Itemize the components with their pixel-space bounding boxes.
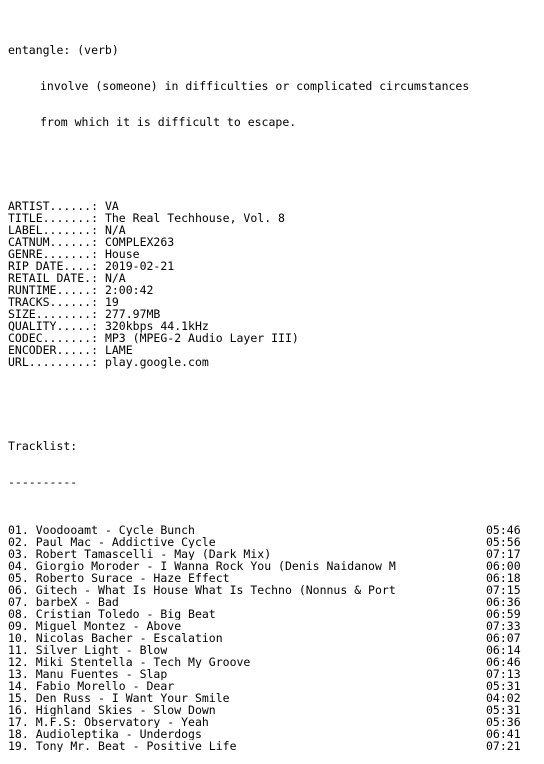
track-title: Voodooamt - Cycle Bunch [35, 524, 195, 536]
track-time: 07:21 [486, 739, 521, 753]
track-number: 17. [8, 715, 29, 729]
track-title: Miki Stentella - Tech My Groove [35, 656, 251, 668]
tracklist-heading: Tracklist: [8, 439, 78, 453]
track-time: 07:15 [486, 583, 521, 597]
info-value: House [104, 247, 140, 261]
track-title: Giorgio Moroder - I Wanna Rock You (Denis Naidanow M [35, 560, 396, 572]
track-row [8, 740, 538, 752]
track-title: barbeX - Bad [35, 596, 119, 608]
track-title: Miguel Montez - Above [35, 620, 182, 632]
track-number: 15. [8, 691, 29, 705]
track-title: Gitech - What Is House What Is Techno (Nonnus & Port [35, 584, 396, 596]
track-row [8, 620, 538, 632]
info-key: TRACKS......: [8, 295, 99, 309]
track-number: 05. [8, 571, 29, 585]
track-time: 06:18 [486, 571, 521, 585]
info-value: 2:00:42 [104, 283, 154, 297]
info-value: The Real Techhouse, Vol. 8 [104, 211, 285, 225]
track-row [8, 560, 538, 572]
track-number: 18. [8, 727, 29, 741]
info-value: VA [104, 199, 119, 213]
info-key: LABEL.......: [8, 223, 99, 237]
track-time: 07:17 [486, 547, 521, 561]
track-row [8, 608, 538, 620]
info-key: GENRE.......: [8, 247, 99, 261]
info-key: RETAIL DATE.: [8, 271, 99, 285]
definition-term: entangle: (verb) [8, 43, 119, 57]
track-row [8, 656, 538, 668]
info-value: play.google.com [104, 355, 209, 369]
track-time: 05:36 [486, 715, 521, 729]
spacer [8, 152, 538, 164]
info-key: SIZE........: [8, 307, 99, 321]
track-row [8, 644, 538, 656]
definition-line-2: from which it is difficult to escape. [40, 115, 297, 129]
track-row [8, 668, 538, 680]
track-time: 06:07 [486, 631, 521, 645]
tracklist [8, 524, 538, 752]
definition-line-1: involve (someone) in difficulties or complicated circumstances [40, 79, 470, 93]
track-row [8, 716, 538, 728]
track-row [8, 584, 538, 596]
track-time: 06:14 [486, 643, 521, 657]
info-value: LAME [104, 343, 133, 357]
track-time: 06:46 [486, 655, 521, 669]
track-row [8, 536, 538, 548]
track-time: 07:33 [486, 619, 521, 633]
info-key: ENCODER.....: [8, 343, 99, 357]
info-key: ARTIST......: [8, 199, 99, 213]
track-title: Roberto Surace - Haze Effect [35, 572, 230, 584]
track-number: 19. [8, 739, 29, 753]
track-time: 05:31 [486, 679, 521, 693]
track-number: 09. [8, 619, 29, 633]
track-title: Cristian Toledo - Big Beat [35, 608, 216, 620]
track-time: 06:59 [486, 607, 521, 621]
track-row [8, 704, 538, 716]
track-number: 16. [8, 703, 29, 717]
info-value: N/A [104, 271, 126, 285]
track-title: Manu Fuentes - Slap [35, 668, 168, 680]
info-key: QUALITY.....: [8, 319, 99, 333]
track-row [8, 572, 538, 584]
track-number: 14. [8, 679, 29, 693]
track-title: M.F.S: Observatory - Yeah [35, 716, 209, 728]
info-value: 19 [104, 295, 119, 309]
track-title: Highland Skies - Slow Down [35, 704, 216, 716]
info-value: MP3 (MPEG-2 Audio Layer III) [104, 331, 299, 345]
track-title: Paul Mac - Addictive Cycle [35, 536, 216, 548]
info-row [8, 356, 538, 368]
tracklist-underline: ---------- [8, 475, 78, 489]
track-title: Silver Light - Blow [35, 644, 168, 656]
track-number: 01. [8, 523, 29, 537]
track-row [8, 692, 538, 704]
track-title: Fabio Morello - Dear [35, 680, 175, 692]
info-value: N/A [104, 223, 126, 237]
info-key: RUNTIME.....: [8, 283, 99, 297]
track-time: 05:46 [486, 523, 521, 537]
track-row [8, 524, 538, 536]
track-row [8, 728, 538, 740]
track-number: 12. [8, 655, 29, 669]
nfo-document [8, 20, 538, 764]
track-title: Den Russ - I Want Your Smile [35, 692, 230, 704]
info-key: CATNUM......: [8, 235, 99, 249]
info-value: 2019-02-21 [104, 259, 175, 273]
track-row [8, 632, 538, 644]
info-key: RIP DATE....: [8, 259, 99, 273]
release-info [8, 200, 538, 368]
track-title: Robert Tamascelli - May (Dark Mix) [35, 548, 272, 560]
track-time: 05:56 [486, 535, 521, 549]
track-title: Nicolas Bacher - Escalation [35, 632, 223, 644]
track-title: Audioleptika - Underdogs [35, 728, 202, 740]
track-row [8, 548, 538, 560]
info-key: CODEC.......: [8, 331, 99, 345]
info-value: COMPLEX263 [104, 235, 175, 249]
track-time: 06:36 [486, 595, 521, 609]
track-time: 07:13 [486, 667, 521, 681]
track-number: 03. [8, 547, 29, 561]
info-key: TITLE.......: [8, 211, 99, 225]
info-value: 320kbps 44.1kHz [104, 319, 209, 333]
info-key: URL.........: [8, 355, 99, 369]
track-time: 04:02 [486, 691, 521, 705]
info-value: 277.97MB [104, 307, 161, 321]
track-number: 08. [8, 607, 29, 621]
track-number: 06. [8, 583, 29, 597]
track-title: Tony Mr. Beat - Positive Life [35, 740, 237, 752]
track-number: 10. [8, 631, 29, 645]
track-row [8, 680, 538, 692]
track-time: 06:41 [486, 727, 521, 741]
track-number: 02. [8, 535, 29, 549]
spacer [8, 404, 538, 416]
track-row [8, 596, 538, 608]
track-time: 05:31 [486, 703, 521, 717]
track-time: 06:00 [486, 559, 521, 573]
track-number: 13. [8, 667, 29, 681]
track-number: 07. [8, 595, 29, 609]
track-number: 04. [8, 559, 29, 573]
track-number: 11. [8, 643, 29, 657]
